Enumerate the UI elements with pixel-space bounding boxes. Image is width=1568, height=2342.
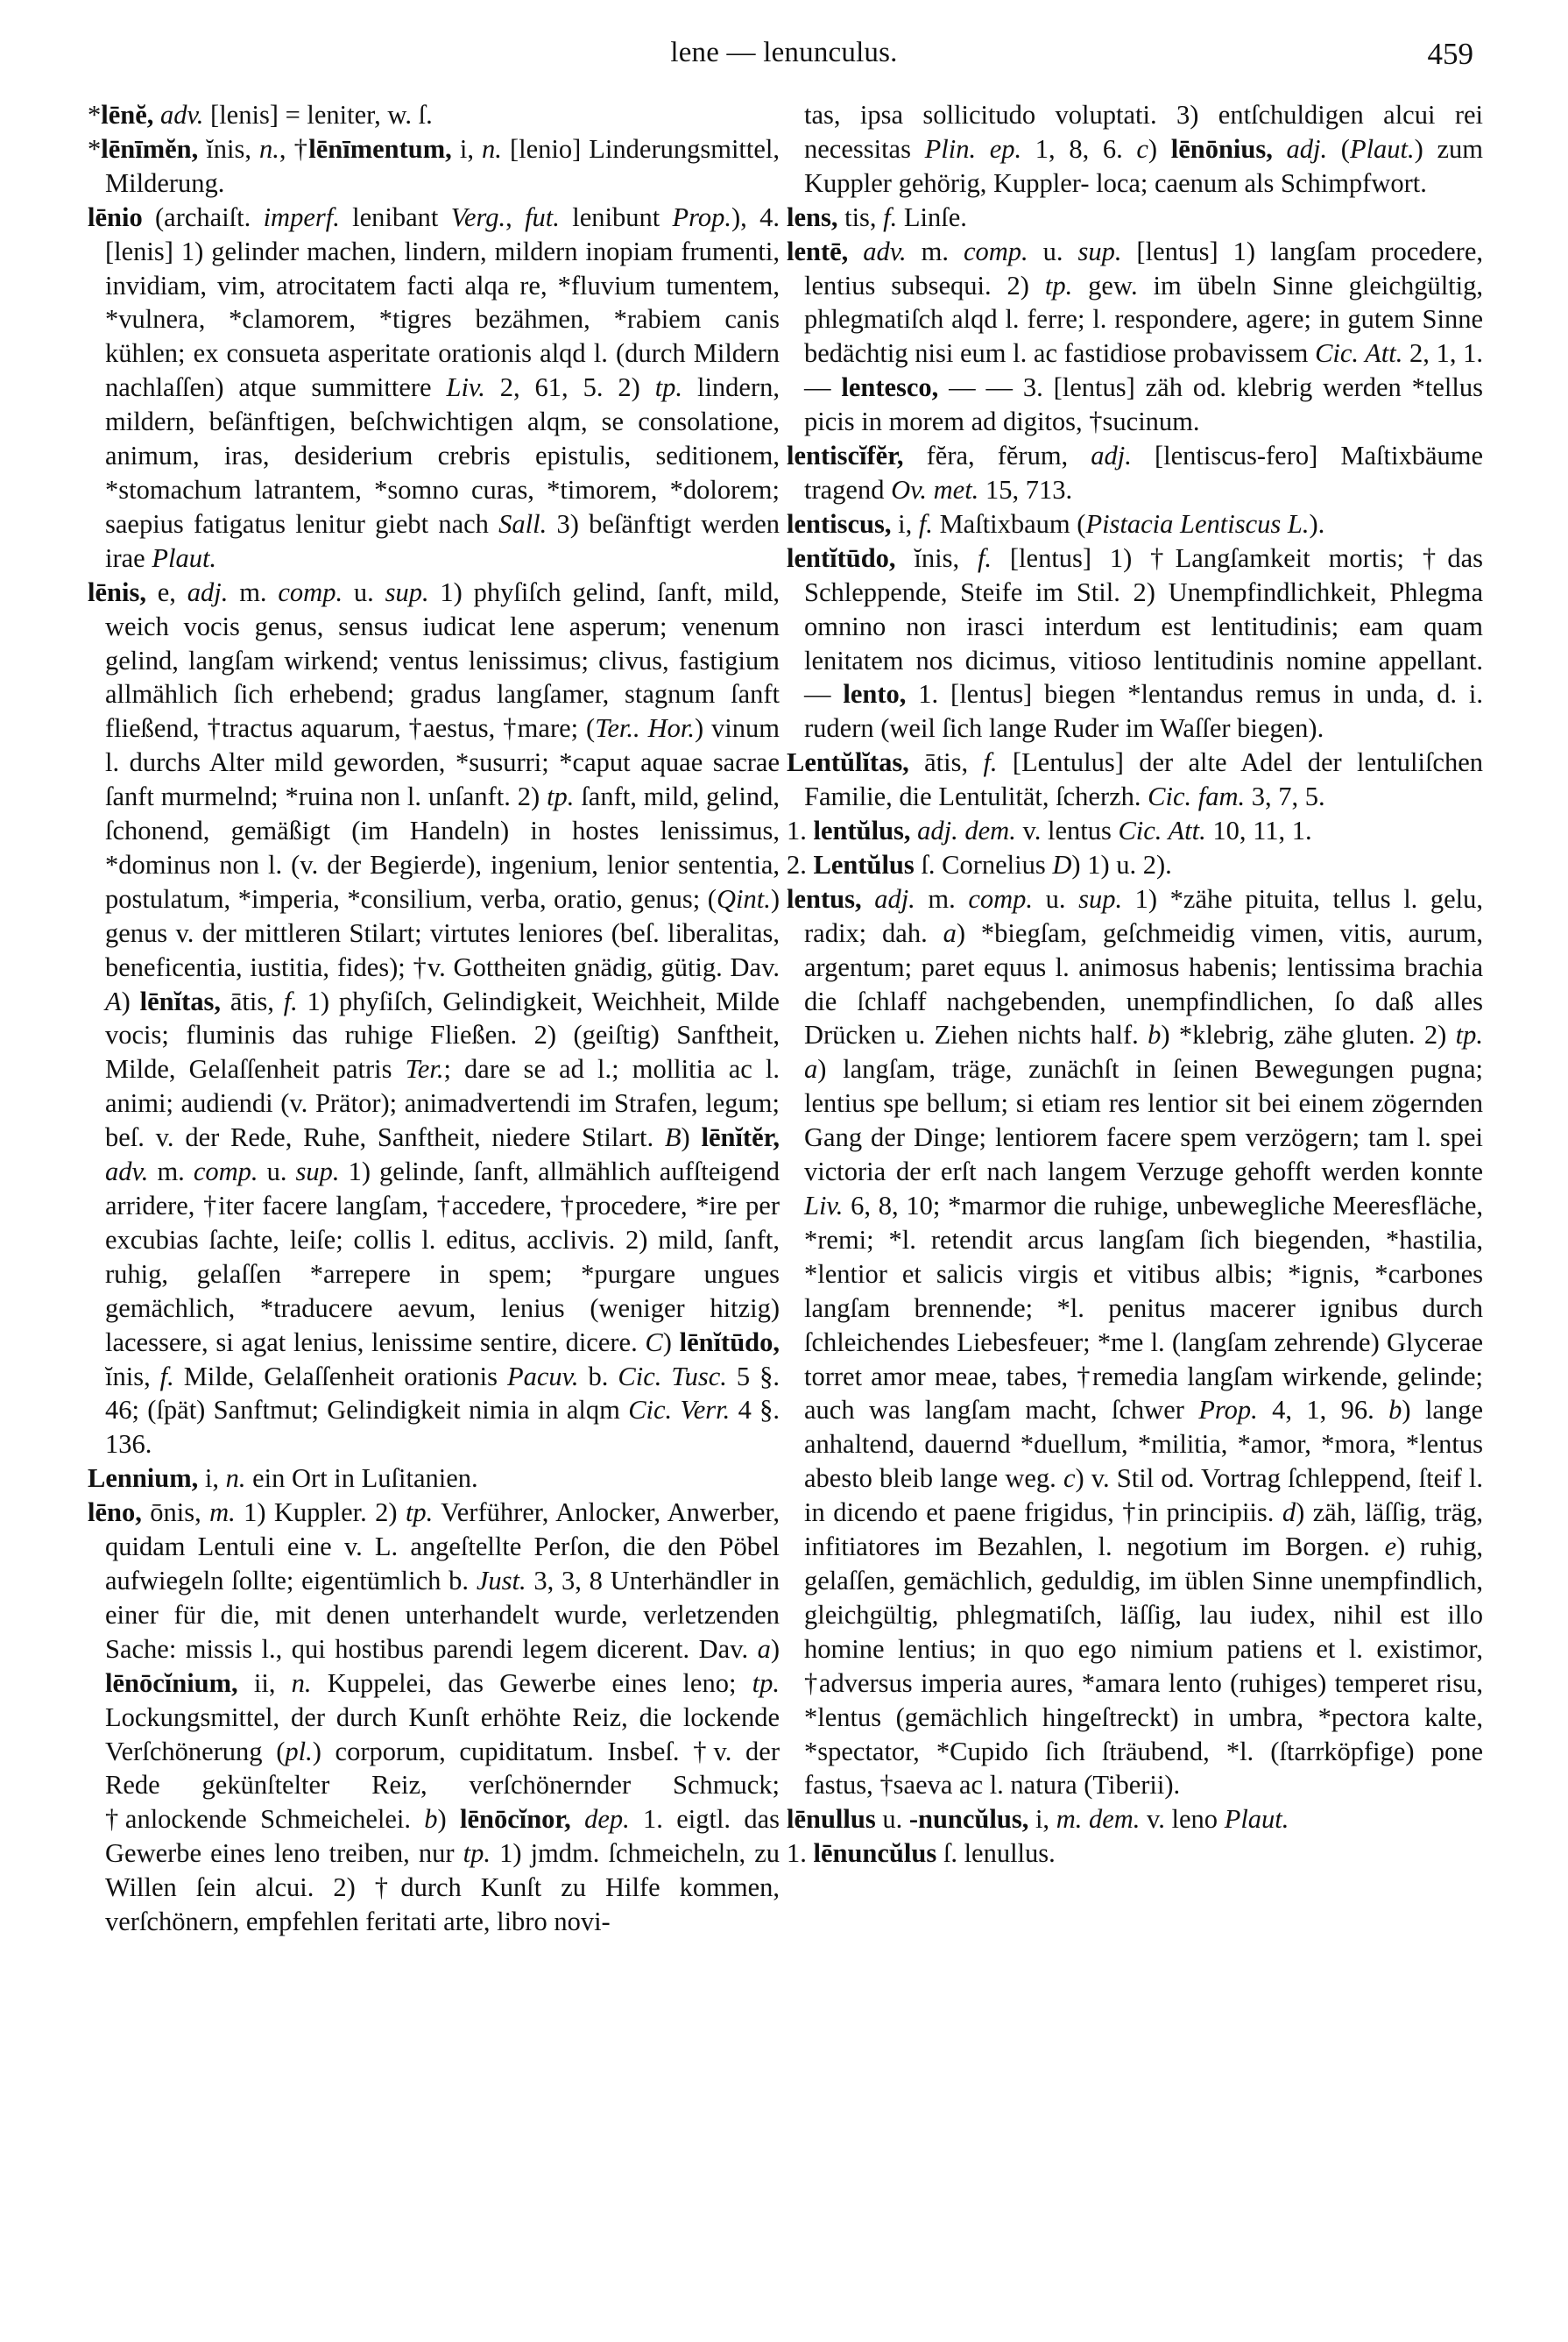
headword: lēnōnius,	[1170, 133, 1273, 164]
right-column	[787, 98, 1483, 1871]
dictionary-entry: Lentŭlĭtas, ātis, f. [Lentulus] der alte Adel der lentuliſchen Familie, die Lentulität, ſcherzh. Cic. fam. 3, 7, 5.	[787, 747, 1484, 812]
dictionary-entry: tas, ipsa sollicitudo voluptati. 3) entſchuldigen alcui rei necessitas Plin. ep. 1, 8, 6. c) lēnōnius, adj. (Plaut.) zum Kuppler gehörig, Kuppler- loca; caenum als Schimpfwort.	[804, 100, 1483, 198]
headword: lēnōcĭnium,	[105, 1667, 238, 1698]
dictionary-entry: lēno, ōnis, m. 1) Kuppler. 2) tp. Verführer, Anlocker, Anwerber, quidam Lentuli eine v. L. angeſtellte Perſon, die den Pöbel aufwiegeln ſollte; eigentümlich b. Just. 3, 3, 8 Unterhändler in einer für die, mit denen unterhandelt wurde, verletzenden Sache: missis l., qui hostibus parendi legem dicerent. Dav. a) lēnōcĭnium, ii, n. Kuppelei, das Gewerbe eines leno; tp. Lockungsmittel, der durch Kunſt erhöhte Reiz, die lockende Verſchönerung (pl.) corporum, cupiditatum. Insbeſ. †v. der Rede gekünſtelter Reiz, verſchönernder Schmuck; †anlockende Schmeichelei. b) lēnōcĭnor, dep. 1. eigtl. das Gewerbe eines leno treiben, nur tp. 1) jmdm. ſchmeicheln, zu Willen ſein alcui. 2) †durch Kunſt zu Hilfe kommen, verſchönern, empfehlen feritati arte, libro novi-	[88, 1497, 780, 1937]
headword: lēnĭtūdo,	[679, 1327, 780, 1357]
dictionary-entry: lentus, adj. m. comp. u. sup. 1) *zähe pituita, tellus l. gelu, radix; dah. a) *biegſam, geſchmeidig vimen, vitis, aurum, argentum; paret equus l. animosus habenis; lentissima brachia die ſchlaff nachgebenden, unempfindlichen, ſo daß alles Drücken u. Ziehen nichts half. b) *klebrig, zähe gluten. 2) tp. a) langſam, träge, zunächſt in ſeinen Bewegungen pugna; lentius spe bellum; si etiam res lentior sit bei einem zögernden Gang der Dinge; lentiorem facere spem verzögern; tam l. spei victoria der erſt nach langem Verzuge gehofft werden konnte Liv. 6, 8, 10; *marmor die ruhige, unbewegliche Meeresfläche, *remi; *l. retendit arcus langſam ſich biegenden, *hastilia, *lentior et salicis virgis et vitibus albis; *ignis, *carbones langſam brennende; *l. penitus macerer ignibus durch ſchleichendes Liebesfeuer; *me l. (langſam zehrende) Glycerae torret amor meae, tabes, †remedia langſam wirkende, gelinde; auch was langſam macht, ſchwer Prop. 4, 1, 96. b) lange anhaltend, dauernd *duellum, *militia, *amor, *mora, *lentus abesto bleib lange weg. c) v. Stil od. Vortrag ſchleppend, ſteif l. in dicendo et paene frigidus, †in principiis. d) zäh, läſſig, träg, infitiatores im Bezahlen, l. negotium im Borgen. e) ruhig, gelaſſen, gemächlich, geduldig, im üblen Sinne unempfindlich, gleichgültig, phlegmatiſch, läſſig, lau iudex, nihil est illo homine lentius; in quo ego nimium patiens et l. existimor, †adversus imperia aures, *amara lento (ruhiges) temperet risu, *lentus (gemächlich hingeſtreckt) in umbra, *pectora kalte, *spectator, *Cupido ſich ſträubend, *l. (ſtarrköpfige) pone fastus, †saeva ac l. natura (Tiberii).	[787, 883, 1484, 1801]
headword: lēnĕ,	[101, 100, 154, 130]
headword: lentus,	[787, 883, 862, 914]
headword: Lentŭlus	[813, 849, 915, 880]
headword: lēnīmĕn,	[101, 133, 199, 164]
headword: lentē,	[787, 236, 849, 266]
headword: -nuncŭlus,	[908, 1804, 1029, 1835]
dictionary-entry: 2. Lentŭlus ſ. Cornelius D) 1) u. 2).	[787, 849, 1172, 880]
dictionary-entry: lens, tis, f. Linſe.	[787, 202, 967, 232]
headword: lēnĭtĕr,	[701, 1122, 780, 1153]
headword: lēnīmentum,	[308, 133, 452, 164]
headword: lēnōcĭnor,	[459, 1804, 571, 1835]
dictionary-entry: *lēnīmĕn, ĭnis, n., †lēnīmentum, i, n. [lenio] Linderungsmittel, Milderung.	[88, 133, 780, 198]
headword: lentiscĭfĕr,	[787, 441, 904, 471]
headword: lentŭlus,	[813, 816, 911, 846]
headword: lēnuncŭlus	[813, 1838, 937, 1869]
page-number: 459	[1427, 37, 1473, 71]
headword: lento,	[843, 679, 907, 710]
headword: lentiscus,	[787, 508, 892, 539]
headword: lēnullus	[787, 1804, 876, 1835]
headword: lēno,	[88, 1497, 142, 1528]
dictionary-entry: Lennium, i, n. ein Ort in Luſitanien.	[88, 1463, 478, 1494]
headword: Lentŭlĭtas,	[787, 747, 909, 778]
headword: lentesco,	[841, 372, 939, 403]
dictionary-entry: lentē, adv. m. comp. u. sup. [lentus] 1) langſam procedere, lentius subsequi. 2) tp. gew. im übeln Sinne gleichgültig, phlegmatiſch alqd l. ferre; l. respondere, agere; in gutem Sinne bedächtig nisi eum l. ac fastidiose probavissem Cic. Att. 2, 1, 1. — lentesco, — — 3. [lentus] zäh od. klebrig werden *tellus picis in morem ad digitos, †sucinum.	[787, 236, 1484, 437]
running-header	[0, 37, 1568, 72]
running-head-title: lene — lenunculus.	[670, 37, 898, 68]
dictionary-entry: lēnis, e, adj. m. comp. u. sup. 1) phyſiſch gelind, ſanft, mild, weich vocis genus, sensus iudicat lene asperum; venenum gelind, langſam wirkend; ventus lenissimus; clivus, fastigium allmählich ſich erhebend; gradus langſamer, stagnum ſanft fließend, †tractus aquarum, †aestus, †mare; (Ter.. Hor.) vinum l. durchs Alter mild geworden, *susurri; *caput aquae sacrae ſanft murmelnd; *ruina non l. unſanft. 2) tp. ſanft, mild, gelind, ſchonend, gemäßigt (im Handeln) in hostes lenissimus, *dominus non l. (v. der Begierde), ingenium, lenior sententia, postulatum, *imperia, *consilium, verba, oratio, genus; (Qint.) genus v. der mittleren Stilart; virtutes leniores (beſ. liberalitas, beneficentia, iustitia, fides); †v. Gottheiten gnädig, gütig. Dav. A) lēnĭtas, ātis, f. 1) phyſiſch, Gelindigkeit, Weichheit, Milde vocis; fluminis das ruhige Fließen. 2) (geiſtig) Sanftheit, Milde, Gelaſſenheit patris Ter.; dare se ad l.; mollitia ac l. animi; audiendi (v. Prätor); animadvertendi im Strafen, legum; beſ. v. der Rede, Ruhe, Sanftheit, niedere Stilart. B) lēnĭtĕr, adv. m. comp. u. sup. 1) gelinde, ſanft, allmählich aufſteigend arridere, †iter facere langſam, †accedere, †procedere, *ire per excubias ſachte, leiſe; collis l. editus, acclivis. 2) mild, ſanft, ruhig, gelaſſen *arrepere in spem; *purgare ungues gemächlich, *traducere aevum, lenius (weniger hitzig) lacessere, si agat lenius, lenissime sentire, dicere. C) lēnĭtūdo, ĭnis, f. Milde, Gelaſſenheit orationis Pacuv. b. Cic. Tusc. 5 §. 46; (ſpät) Sanftmut; Gelindigkeit nimia in alqm Cic. Verr. 4 §. 136.	[88, 577, 780, 1460]
dictionary-entry: 1. lēnuncŭlus ſ. lenullus.	[787, 1838, 1056, 1869]
headword: lēnio	[88, 202, 143, 232]
dictionary-entry: lentĭtūdo, ĭnis, f. [lentus] 1) †Langſamkeit mortis; †das Schleppende, Steife im Stil. 2) Unempfindlichkeit, Phlegma omnino non irasci interdum est lentitudinis; eam quam lenitatem nos dicimus, vitioso lentitudinis nomine appellant. — lento, 1. [lentus] biegen *lentandus remus in unda, d. i. rudern (weil ſich lange Ruder im Waſſer biegen).	[787, 542, 1483, 744]
headword: Lennium,	[88, 1463, 199, 1494]
left-column	[88, 98, 780, 1939]
dictionary-entry: lentiscĭfĕr, fĕra, fĕrum, adj. [lentiscus-fero] Maſtixbäume tragend Ov. met. 15, 713.	[787, 441, 1483, 505]
dictionary-entry: *lēnĕ, adv. [lenis] = leniter, w. ſ.	[88, 100, 433, 130]
dictionary-entry: lēnio (archaiſt. imperf. lenibant Verg., fut. lenibunt Prop.), 4. [lenis] 1) gelinder machen, lindern, mildern inopiam frumenti, invidiam, vim, atrocitatem facti alqa re, *fluvium tumentem, *vulnera, *clamorem, *tigres bezähmen, *rabiem canis kühlen; ex consueta asperitate orationis alqd l. (durch Mildern nachlaſſen) atque summittere Liv. 2, 61, 5. 2) tp. lindern, mildern, beſänftigen, beſchwichtigen alqm, se consolatione, animum, iras, desiderium crebris epistulis, seditionem, *stomachum latrantem, *somno curas, *timorem, *dolorem; saepius fatigatus lenitur giebt nach Sall. 3) beſänftigt werden irae Plaut.	[88, 202, 780, 573]
headword: lēnis,	[88, 577, 146, 607]
dictionary-entry: lēnullus u. -nuncŭlus, i, m. dem. v. leno Plaut.	[787, 1804, 1289, 1835]
dictionary-entry: lentiscus, i, f. Maſtixbaum (Pistacia Lentiscus L.).	[787, 508, 1325, 539]
headword: lentĭtūdo,	[787, 542, 896, 573]
headword: lēnĭtas,	[139, 986, 222, 1016]
headword: lens,	[787, 202, 838, 232]
dictionary-entry: 1. lentŭlus, adj. dem. v. lentus Cic. Att. 10, 11, 1.	[787, 816, 1312, 846]
